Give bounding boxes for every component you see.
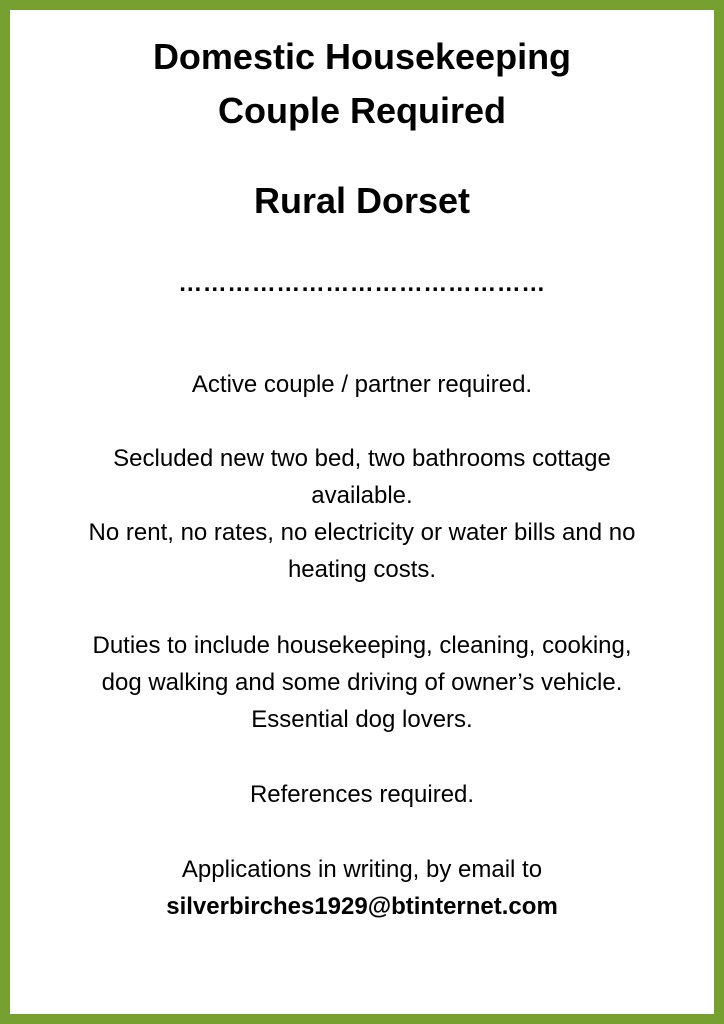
contact-email[interactable]: silverbirches1929@btinternet.com [166,893,558,920]
duties-line-1: Duties to include housekeeping, cleaning, cooking, [92,632,632,659]
accommodation-line-2: available. [311,482,413,509]
bills-line-1: No rent, no rates, no electricity or water bills and no [88,519,636,546]
headline [10,30,714,138]
headline-line-2: Couple Required [217,90,507,131]
dotted-divider: ……………………………………… [178,270,546,297]
intro-text: Active couple / partner required. [191,371,533,398]
references-text: References required. [249,781,475,808]
accommodation-line-1: Secluded new two bed, two bathrooms cottage [113,445,611,472]
dog-lovers-line: Essential dog lovers. [251,706,473,733]
bills-line-2: heating costs. [287,556,437,583]
applications-text: Applications in writing, by email to [181,856,543,883]
headline-line-1: Domestic Housekeeping [152,36,572,77]
duties-line-2: dog walking and some driving of owner’s vehicle. [101,669,623,696]
location-heading: Rural Dorset [253,180,471,221]
